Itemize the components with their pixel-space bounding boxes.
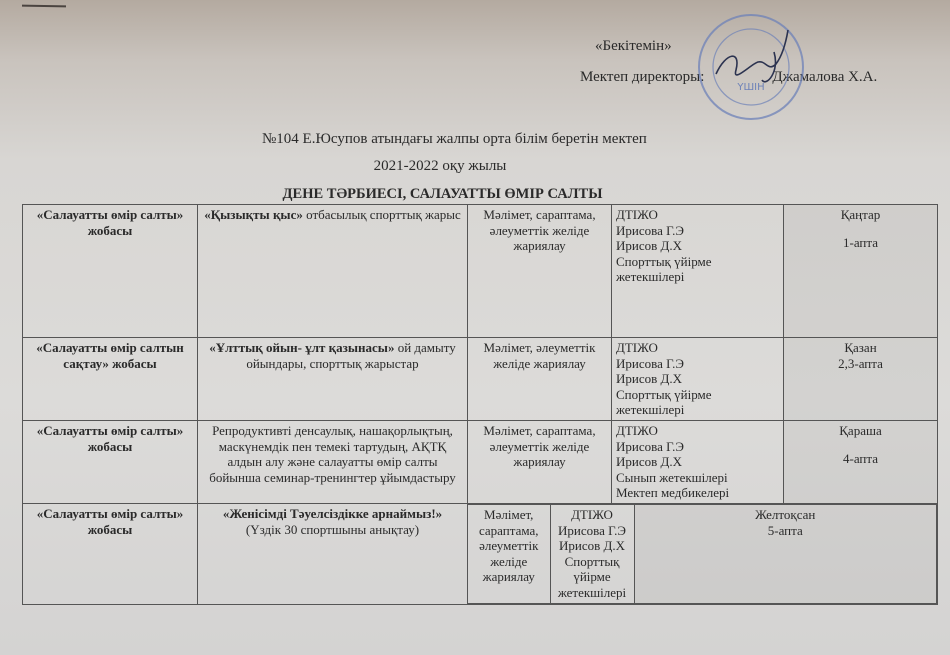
week: 4-апта xyxy=(843,450,878,466)
table-row xyxy=(23,205,938,338)
project-cell: «Салауатты өмір салты» жобасы xyxy=(23,205,198,338)
date-cell xyxy=(634,504,937,603)
school-title: №104 Е.Юсупов атындағы жалпы орта білім беретін мектеп xyxy=(262,131,647,147)
director-name: Джамалова Х.А. xyxy=(772,69,878,85)
week: 2,3-апта xyxy=(838,355,883,371)
director-label: Мектеп директоры: xyxy=(580,69,705,85)
responsible-item: Ирисова Г.Э xyxy=(616,438,684,454)
responsible-item: Ирисова Г.Э xyxy=(558,522,626,538)
responsible-cell xyxy=(612,338,784,421)
form-cell: Мәлімет, әлеуметтік желіде жариялау xyxy=(468,338,612,421)
event-desc: (Үздік 30 спортшыны анықтау) xyxy=(245,521,420,537)
responsible-item: Ирисов Д.Х xyxy=(616,238,683,254)
event-desc: Репродуктивті денсаулық, нашақорлықтың, маскүнемдік пен темекі тартудың, АҚТҚ алдын алу және салауатты өмір салты бойынша семинар-тренингтер ұйымдастыру xyxy=(209,422,456,485)
date-cell xyxy=(784,205,938,338)
event-title: «Ұлттық ойын- ұлт қазынасы» xyxy=(209,340,395,355)
responsible-item: Ирисов Д.Х xyxy=(616,454,683,470)
event-cell xyxy=(198,338,468,421)
school-seal-icon xyxy=(696,12,806,122)
date-cell xyxy=(784,420,938,503)
event-desc: отбасылық спорттық жарыс xyxy=(302,207,461,222)
event-cell xyxy=(198,503,468,604)
project-cell: «Салауатты өмір салты» жобасы xyxy=(23,420,198,503)
form-cell: Мәлімет, сараптама, әлеуметтік желіде жариялау xyxy=(468,205,612,338)
table-row xyxy=(23,338,938,421)
form-cell: Мәлімет, сараптама, әлеуметтік желіде жариялау xyxy=(468,420,612,503)
responsible-item: Спорттық үйірме жетекшілері xyxy=(557,553,627,600)
seal-text: ҮШІН xyxy=(737,82,765,93)
responsible-cell xyxy=(612,420,784,503)
split-cell xyxy=(468,503,938,604)
responsible-item: ДТІЖО xyxy=(616,340,658,355)
responsible-item: ДТІЖО xyxy=(616,207,658,222)
event-cell xyxy=(198,420,468,503)
event-desc: ой дамыту ойындары, спорттық жарыстар xyxy=(246,340,456,371)
week: 1-апта xyxy=(843,234,878,250)
plan-table xyxy=(22,204,938,605)
responsible-item: Ирисова Г.Э xyxy=(616,222,684,238)
responsible-item: Мектеп медбикелері xyxy=(616,485,730,501)
responsible-item: ДТІЖО xyxy=(616,422,658,438)
approval-label: «Бекітемін» xyxy=(595,38,672,54)
month: Желтоқсан xyxy=(755,506,816,522)
responsible-item: Ирисов Д.Х xyxy=(558,538,625,554)
responsible-item: Ирисова Г.Э xyxy=(616,355,684,371)
responsible-item: Ирисов Д.Х xyxy=(616,371,683,387)
event-cell xyxy=(198,205,468,338)
table-row xyxy=(23,503,938,604)
responsible-item: Сынып жетекшілері xyxy=(616,469,728,485)
section-title: ДЕНЕ ТӘРБИЕСІ, САЛАУАТТЫ ӨМІР САЛТЫ xyxy=(282,186,603,202)
table-row xyxy=(23,420,938,503)
paper-mark xyxy=(22,5,66,8)
project-cell: «Салауатты өмір салтын сақтау» жобасы xyxy=(23,338,198,421)
month: Қараша xyxy=(839,422,882,438)
date-cell xyxy=(784,338,938,421)
academic-year: 2021-2022 оқу жылы xyxy=(373,158,507,174)
inner-table xyxy=(468,504,937,604)
responsible-cell xyxy=(612,205,784,338)
week: 5-апта xyxy=(767,522,803,538)
form-cell: Мәлімет, сараптама, әлеуметтік желіде жариялау xyxy=(468,504,550,603)
responsible-item: Спорттық үйірме жетекшілері xyxy=(616,386,712,418)
event-title: «Женісімді Тәуелсіздікке арнаймыз!» xyxy=(222,505,443,521)
month: Қаңтар xyxy=(840,207,881,222)
responsible-cell xyxy=(550,504,634,603)
event-title: «Қызықты қыс» xyxy=(204,207,303,222)
project-cell: «Салауатты өмір салты» жобасы xyxy=(23,503,198,604)
responsible-item: ДТІЖО xyxy=(571,506,613,522)
month: Қазан xyxy=(844,340,877,355)
responsible-item: Спорттық үйірме жетекшілері xyxy=(616,253,712,285)
